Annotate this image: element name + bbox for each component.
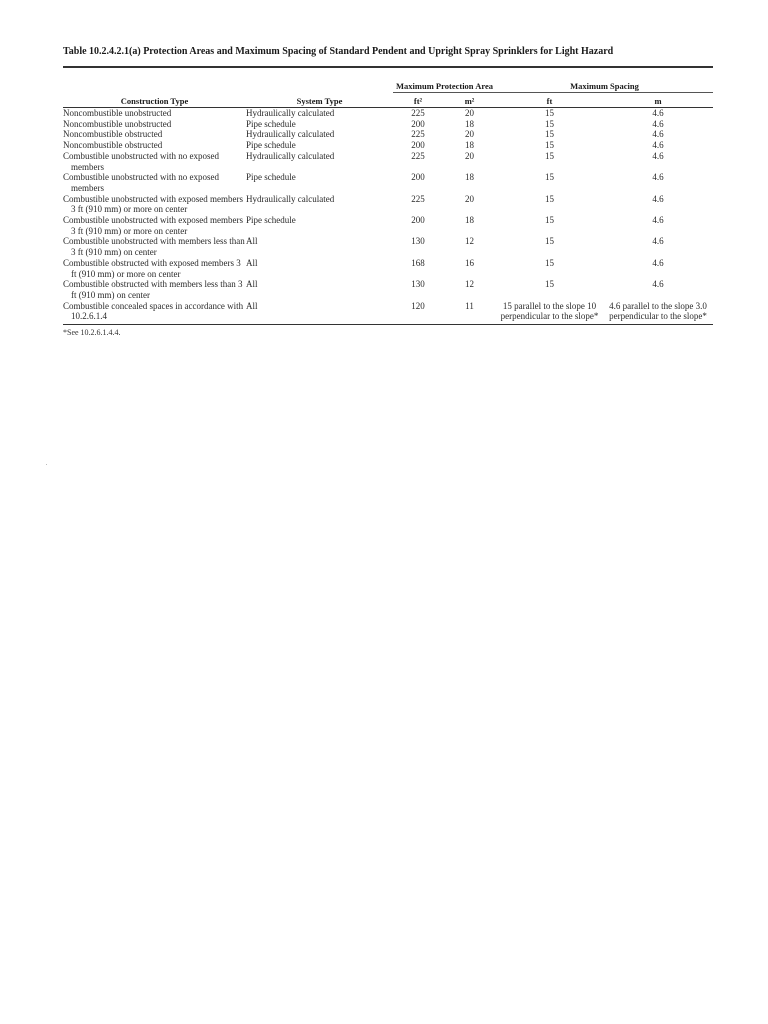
cell-spacing-m: 4.6: [652, 193, 664, 204]
cell-area-ft2: 200: [411, 215, 425, 226]
table-row: [63, 151, 713, 172]
cell-area-ft2: 225: [411, 193, 425, 204]
cell-spacing-m: 4.6 parallel to the slope 3.0 perpendicular to the slope*: [609, 300, 707, 322]
cell-area-ft2: 130: [411, 236, 425, 247]
table-row: [63, 258, 713, 279]
cell-spacing-ft: 15: [545, 129, 555, 140]
cell-area-m2: 18: [465, 118, 474, 129]
cell-system: Hydraulically calculated: [246, 150, 335, 161]
cell-system: Hydraulically calculated: [246, 193, 335, 204]
table-row: [63, 119, 713, 130]
cell-area-ft2: 130: [411, 279, 425, 290]
cell-spacing-ft: 15: [545, 236, 555, 247]
cell-spacing-ft: 15: [545, 215, 555, 226]
cell-system: All: [246, 257, 258, 268]
header-system-type: System Type: [296, 96, 343, 107]
cell-construction: Noncombustible unobstructed: [63, 108, 172, 118]
cell-area-m2: 18: [465, 140, 474, 151]
cell-area-m2: 12: [465, 279, 474, 290]
cell-system: Hydraulically calculated: [246, 108, 335, 118]
table-row: [63, 279, 713, 300]
header-area-ft2: ft²: [413, 96, 423, 107]
cell-spacing-m: 4.6: [652, 257, 664, 268]
cell-area-m2: 16: [465, 257, 474, 268]
header-max-spacing: Maximum Spacing: [496, 68, 713, 93]
cell-system: All: [246, 236, 258, 247]
cell-area-ft2: 168: [411, 257, 425, 268]
table-footnote: *See 10.2.6.1.4.4.: [63, 328, 121, 338]
cell-construction: Combustible unobstructed with exposed members 3 ft (910 mm) or more on center: [63, 215, 243, 236]
table-bottom-rule: [63, 324, 713, 325]
cell-spacing-ft: 15: [545, 172, 555, 183]
cell-area-ft2: 200: [411, 140, 425, 151]
table-row: [63, 236, 713, 257]
table-body: [63, 108, 713, 323]
cell-spacing-m: 4.6: [652, 108, 664, 118]
cell-area-ft2: 225: [411, 129, 425, 140]
cell-area-m2: 18: [465, 172, 474, 183]
cell-spacing-ft: 15: [545, 257, 555, 268]
cell-spacing-ft: 15 parallel to the slope 10 perpendicular to the slope*: [500, 300, 599, 322]
cell-construction: Combustible unobstructed with members less than 3 ft (910 mm) on center: [63, 236, 245, 258]
cell-spacing-m: 4.6: [652, 236, 664, 247]
header-spacing-m: m: [654, 96, 662, 107]
cell-system: Pipe schedule: [246, 172, 296, 183]
sprinkler-spacing-table: [63, 68, 713, 322]
cell-spacing-ft: 15: [545, 279, 555, 290]
cell-area-ft2: 120: [411, 300, 425, 311]
cell-system: All: [246, 279, 258, 290]
cell-area-ft2: 200: [411, 172, 425, 183]
cell-construction: Combustible unobstructed with no exposed members: [63, 150, 219, 172]
cell-area-m2: 12: [465, 236, 474, 247]
cell-system: All: [246, 300, 258, 311]
cell-area-m2: 20: [465, 150, 474, 161]
cell-area-m2: 20: [465, 108, 474, 118]
header-max-protection-area: Maximum Protection Area: [393, 68, 496, 93]
cell-area-m2: 18: [465, 215, 474, 226]
cell-spacing-m: 4.6: [652, 172, 664, 183]
table-row: [63, 129, 713, 140]
cell-system: Pipe schedule: [246, 140, 296, 151]
cell-construction: Combustible unobstructed with exposed members 3 ft (910 mm) or more on center: [63, 193, 243, 215]
cell-spacing-m: 4.6: [652, 140, 664, 151]
cell-construction: Combustible obstructed with members less than 3 ft (910 mm) on center: [63, 279, 243, 300]
cell-system: Pipe schedule: [246, 118, 296, 129]
cell-spacing-m: 4.6: [652, 150, 664, 161]
cell-spacing-ft: 15: [545, 118, 555, 129]
cell-spacing-ft: 15: [545, 140, 555, 151]
cell-spacing-m: 4.6: [652, 279, 664, 290]
cell-spacing-ft: 15: [545, 193, 555, 204]
header-area-m2: m²: [464, 96, 475, 107]
table-row: [63, 140, 713, 151]
cell-area-m2: 20: [465, 129, 474, 140]
cell-spacing-ft: 15: [545, 150, 555, 161]
cell-spacing-ft: 15: [545, 108, 555, 118]
cell-area-ft2: 225: [411, 150, 425, 161]
table-row: [63, 194, 713, 215]
scan-artifact-dot: [46, 464, 47, 465]
cell-construction: Noncombustible obstructed: [63, 140, 163, 151]
table-title: Table 10.2.4.2.1(a) Protection Areas and Maximum Spacing of Standard Pendent and Upright Spray Sprinklers for Light Hazard: [63, 46, 614, 57]
table-row: [63, 215, 713, 236]
table-row: [63, 301, 713, 322]
cell-area-m2: 11: [465, 300, 474, 311]
cell-spacing-m: 4.6: [652, 118, 664, 129]
table-row: [63, 172, 713, 193]
cell-construction: Combustible unobstructed with no exposed members: [63, 172, 219, 193]
cell-construction: Combustible obstructed with exposed members 3 ft (910 mm) or more on center: [63, 257, 241, 279]
header-construction-type: Construction Type: [120, 96, 189, 107]
cell-system: Hydraulically calculated: [246, 129, 335, 140]
sprinkler-spacing-table-block: [63, 46, 713, 338]
cell-area-ft2: 225: [411, 108, 425, 118]
cell-area-ft2: 200: [411, 118, 425, 129]
cell-area-m2: 20: [465, 193, 474, 204]
table-row: [63, 108, 713, 119]
cell-system: Pipe schedule: [246, 215, 296, 226]
cell-spacing-m: 4.6: [652, 129, 664, 140]
cell-construction: Noncombustible obstructed: [63, 129, 163, 140]
cell-construction: Combustible concealed spaces in accordance with 10.2.6.1.4: [63, 300, 244, 322]
cell-spacing-m: 4.6: [652, 215, 664, 226]
cell-construction: Noncombustible unobstructed: [63, 118, 172, 129]
header-spacing-ft: ft: [546, 96, 553, 107]
